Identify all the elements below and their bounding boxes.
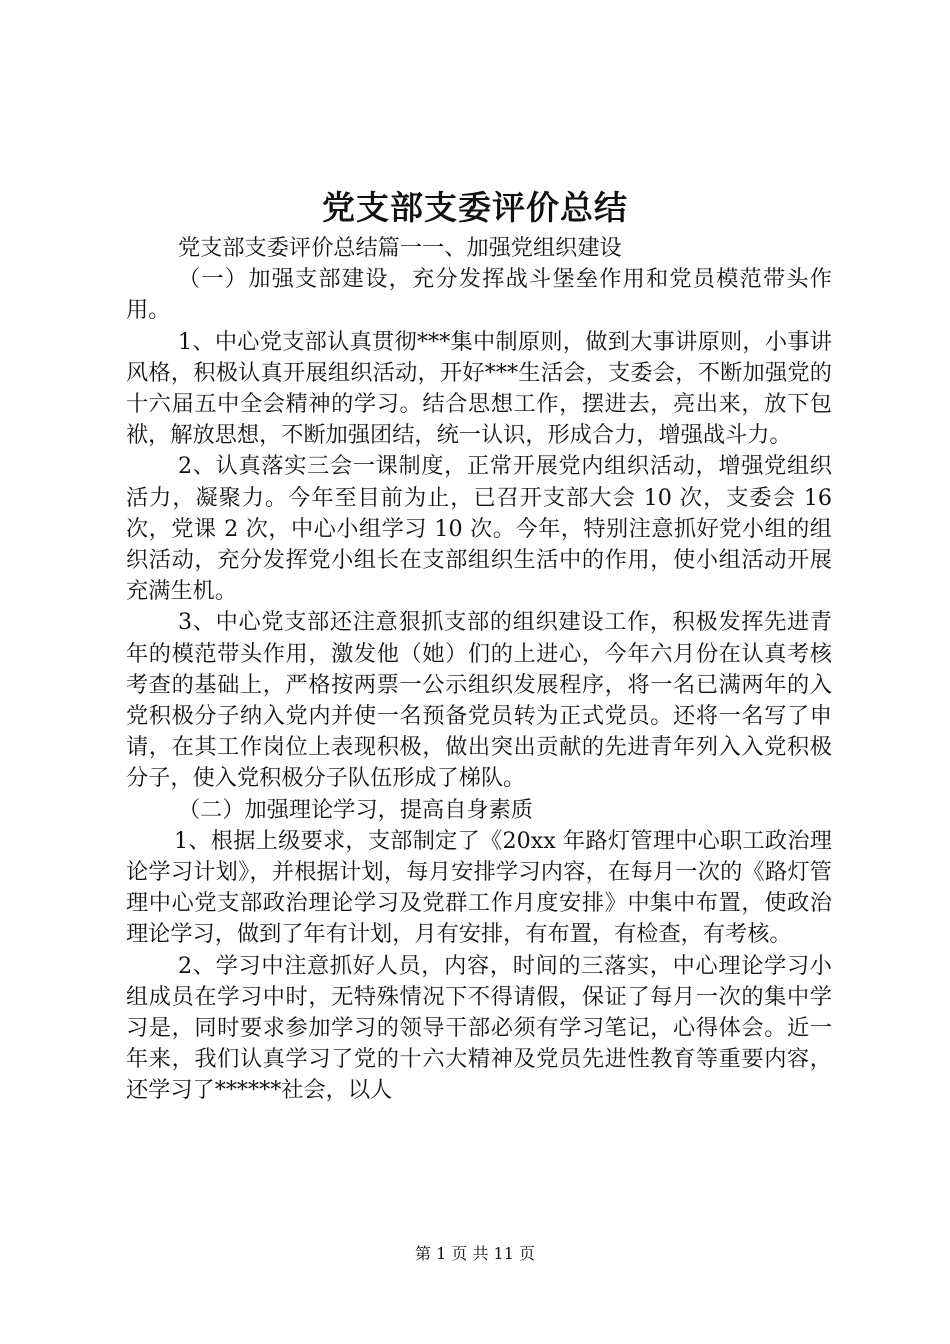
paragraph-item-5: 2、学习中注意抓好人员，内容，时间的三落实，中心理论学习小组成员在学习中时，无特殊情况下不得请假，保证了每月一次的集中学习是，同时要求参加学习的领导干部必须有学习笔记，心得体会。近一年来，我们认真学习了党的十六大精神及党员先进性教育等重要内容，还学习了******社会，以人 [126,952,832,1104]
paragraph-intro: 党支部支委评价总结篇一一、加强党组织建设 [178,235,622,261]
paragraph-item-4: 1、根据上级要求，支部制定了《20xx 年路灯管理中心职工政治理论学习计划》，并根据计划，每月安排学习内容，在每月一次的《路灯管理中心党支部政治理论学习及党群工作月度安排》中集中布置，使政治理论学习，做到了年有计划，月有安排，有布置，有检查，有考核。 [126,827,832,948]
paragraph-item-1: 1、中心党支部认真贯彻***集中制原则，做到大事讲原则，小事讲风格，积极认真开展组织活动，开好***生活会，支委会，不断加强党的十六届五中全会精神的学习。结合思想工作，摆进去，亮出来，放下包袱，解放思想，不断加强团结，统一认识，形成合力，增强战斗力。 [126,328,832,449]
paragraph-section-1-heading: （一）加强支部建设，充分发挥战斗堡垒作用和党员模范带头作用。 [126,266,832,324]
document-body [126,233,832,1107]
paragraph-item-3: 3、中心党支部还注意狠抓支部的组织建设工作，积极发挥先进青年的模范带头作用，激发他（她）们的上进心，今年六月份在认真考核考查的基础上，严格按两票一公示组织发展程序，将一名已满两年的入党积极分子纳入党内并使一名预备党员转为正式党员。还将一名写了申请，在其工作岗位上表现积极，做出突出贡献的先进青年列入入党积极分子，使入党积极分子队伍形成了梯队。 [126,609,832,792]
document-title: 党支部支委评价总结 [322,188,628,227]
paragraph-item-2: 2、认真落实三会一课制度，正常开展党内组织活动，增强党组织活力，凝聚力。今年至目前为止，已召开支部大会 10 次，支委会 16 次，党课 2 次，中心小组学习 10 次。今年，特别注意抓好党小组的组织活动，充分发挥党小组长在支部组织生活中的作用，使小组活动开展充满生机。 [126,453,832,605]
page-footer: 第 1 页 共 11 页 [415,1244,535,1263]
paragraph-section-2-heading: （二）加强理论学习，提高自身素质 [178,796,533,823]
